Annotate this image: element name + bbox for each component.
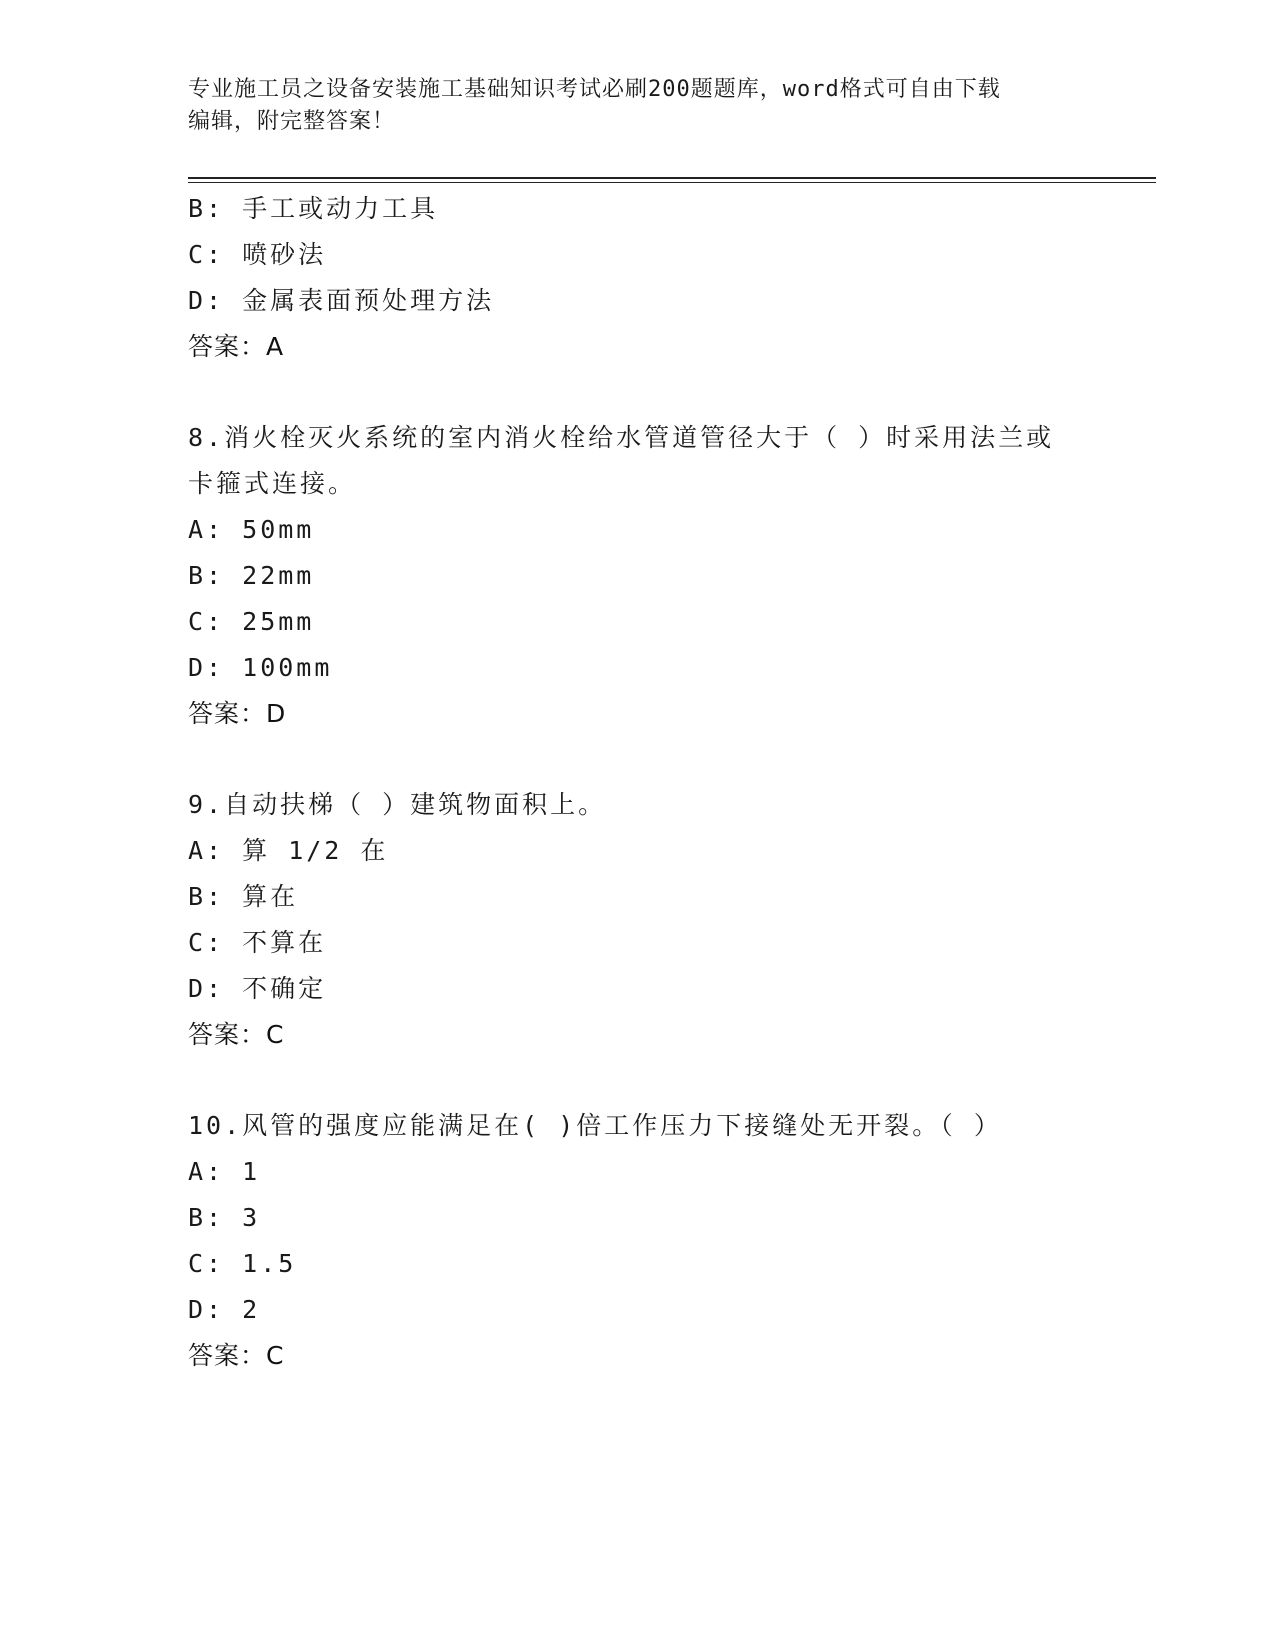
option-c: C: 不算在 xyxy=(188,928,327,957)
option-c: C: 喷砂法 xyxy=(188,240,327,269)
option-d: D: 100mm xyxy=(188,653,333,682)
question-content xyxy=(188,186,1088,1379)
answer-line: 答案：C xyxy=(188,1341,285,1370)
option-b: B: 3 xyxy=(188,1203,261,1232)
continued-question xyxy=(188,186,1088,370)
question-stem: 10.风管的强度应能满足在( )倍工作压力下接缝处无开裂。（ ） xyxy=(188,1111,1002,1140)
question-stem: 9.自动扶梯（ ）建筑物面积上。 xyxy=(188,790,607,819)
option-d: D: 2 xyxy=(188,1295,261,1324)
option-a: A: 50mm xyxy=(188,515,315,544)
header-divider-thin xyxy=(188,182,1156,183)
header-divider-thick xyxy=(188,177,1156,179)
header-title-line-2: 编辑，附完整答案！ xyxy=(188,109,396,134)
option-a: A: 算 1/2 在 xyxy=(188,836,389,865)
answer-line: 答案：D xyxy=(188,699,287,728)
document-header xyxy=(188,74,1088,138)
question-10 xyxy=(188,1103,1088,1379)
question-9 xyxy=(188,782,1088,1058)
option-d: D: 金属表面预处理方法 xyxy=(188,286,495,315)
question-stem-continued: 卡箍式连接。 xyxy=(188,469,357,498)
option-a: A: 1 xyxy=(188,1157,261,1186)
answer-line: 答案：C xyxy=(188,1020,285,1049)
option-b: B: 手工或动力工具 xyxy=(188,194,439,223)
option-c: C: 1.5 xyxy=(188,1249,297,1278)
header-title-line-1: 专业施工员之设备安装施工基础知识考试必刷200题题库，word格式可自由下载 xyxy=(188,77,1001,102)
option-c: C: 25mm xyxy=(188,607,315,636)
option-b: B: 22mm xyxy=(188,561,315,590)
option-d: D: 不确定 xyxy=(188,974,327,1003)
question-8 xyxy=(188,415,1088,737)
answer-line: 答案：A xyxy=(188,332,285,361)
question-stem: 8.消火栓灭火系统的室内消火栓给水管道管径大于（ ）时采用法兰或 xyxy=(188,423,1055,452)
option-b: B: 算在 xyxy=(188,882,299,911)
